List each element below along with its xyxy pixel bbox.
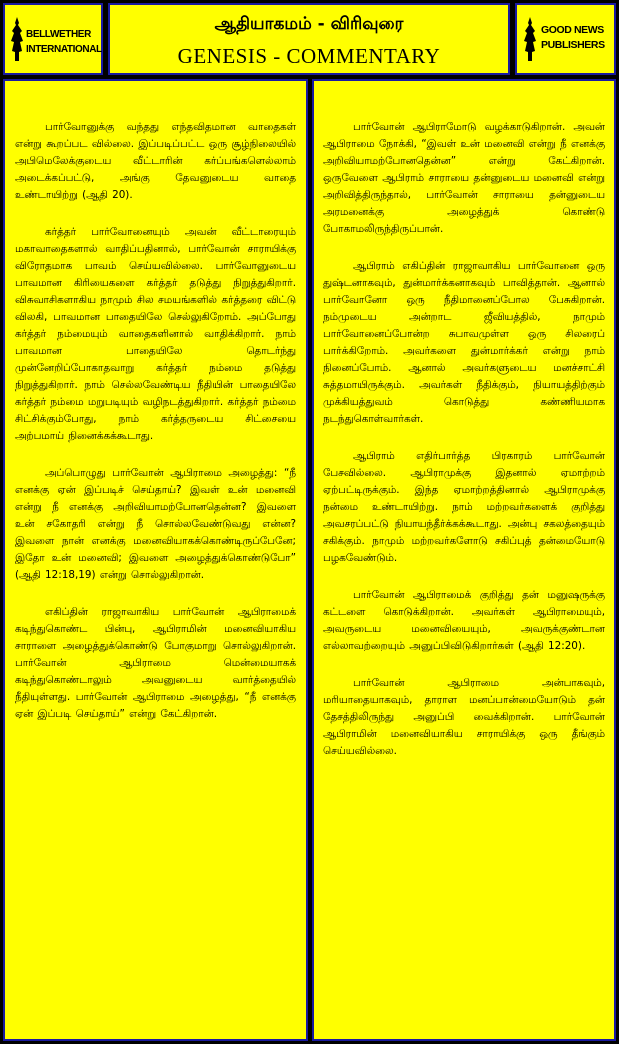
bellwether-logo: [3, 3, 103, 75]
left-logo-line1: BELLWETHER: [26, 29, 91, 40]
right-paragraph-1: பார்வோன் ஆபிராமோடு வழக்காடுகிறான். அவன் ஆபிராமை நோக்கி, “இவள் உன் மனைவி என்று நீ எனக்கு அறிவியாமற்போனதென்ன” என்று கேட்கிறான். ஒருவேளை ஆபிராம் சாராயை தன்னுடைய மனைவி என்று அறிவித்திருந்தால், பார்வோன் சாராயை தன்னுடைய அரமனைக்கு அழைத்துக் கொண்டு போகாமலிருந்திருப்பான்.: [323, 121, 605, 235]
right-column: [312, 79, 616, 1041]
left-paragraph-2: கர்த்தர் பார்வோனையும் அவன் வீட்டாரையும் மகாவாதைகளால் வாதிப்பதினால், பார்வோன் சாராயிக்கு விரோதமாக பாவம் செய்யவில்லை. பார்வோனுடைய பாவமான கிரியைகளை கர்த்தர் தடுத்து நிறுத்துகிறார். விசுவாசிகளாகிய நாமும் சில சமயங்களில் கர்த்தரை விட்டு விலகி, பாவமான பாதையிலே செல்லுகிறோம். அப்போது கர்த்தர் நம்மையும் வாதைகளினால் வாதிக்கிறார். நாம் பாவமான பாதையிலே தொடர்ந்து முன்னேறிப்போகாதவாறு கர்த்தர் நம்மை தடுத்து நிறுத்துகிறார். நாம் செல்லவேண்டிய நீதியின் பாதையிலே கர்த்தர் நம்மை மறுபடியும் வழிநடத்துகிறார். கர்த்தர் நம்மை சிட்சிக்கும்போது, நாம் கர்த்தருடைய சிட்சையை அற்பமாய் நினைக்கக்கூடாது.: [15, 226, 296, 442]
left-paragraph-4: எகிப்தின் ராஜாவாகிய பார்வோன் ஆபிராமைக் கடிந்துகொண்ட பின்பு, ஆபிராமின் மனைவியாகிய சாராளை அழைத்துக்கொண்டு போகுமாறு சொல்லுகிறான். பார்வோன் ஆபிராமை மென்மையாகக் கடிந்துகொண்டாலும் அவனுடைய வார்த்தையில் நீதியுள்ளது. பார்வோன் ஆபிராமை அழைத்து, “நீ எனக்கு ஏன் இப்படி செய்தாய்” என்று கேட்கிறான்.: [15, 606, 296, 720]
left-paragraph-1: பார்வோனுக்கு வந்தது எந்தவிதமான வாதைகள் என்று கூறப்பட வில்லை. இப்படிப்பட்ட ஒரு சூழ்நிலையில் அபிமெலேக்குடைய வீட்டாரின் கர்ப்பங்களெல்லாம் அடைக்கப்பட்டு, அங்கு தேவனுடைய வாதை உண்டாயிற்று (ஆதி 20).: [15, 121, 296, 201]
good-news-tree-icon: [523, 17, 537, 61]
right-paragraph-2: ஆபிராம் எகிப்தின் ராஜாவாகிய பார்வோனை ஒரு துஷ்டனாகவும், துன்மார்க்கனாகவும் பாவித்தான். ஆனால் பார்வோனோ ஒரு நீதிமானைப்போல பேசுகிறான். நம்முடைய அன்றாட ஜீவியத்தில், நாமும் பார்வோனைப்போன்ற சுபாவமுள்ள ஒரு சிலரைப் பார்க்கிறோம். அவர்களை துன்மார்க்கர் என்று நாம் நினைப்போம். ஆனால் அவர்களுடைய மனச்சாட்சி சுத்தமாயிருக்கும். அவர்கள் நீதிக்கும், நியாயத்திற்கும் முக்கியத்துவம் கொடுத்து கண்ணியமாக நடந்துகொள்வார்கள்.: [323, 260, 605, 425]
bellwether-sheep-icon: [10, 17, 24, 61]
good-news-logo: [515, 3, 616, 75]
title-tamil: ஆதியாகமம் - விரிவுரை: [214, 14, 404, 34]
left-column: [3, 79, 308, 1041]
right-logo-line2: PUBLISHERS: [541, 39, 605, 51]
title-english: GENESIS - COMMENTARY: [177, 44, 441, 68]
left-paragraph-3: அப்பொழுது பார்வோன் ஆபிராமை அழைத்து: “நீ எனக்கு ஏன் இப்படிச் செய்தாய்? இவள் உன் மனைவி என்று நீ எனக்கு அறிவியாமற்போனதென்ன? இவளை உன் சகோதரி என்று நீ சொல்லவேண்டுவது என்ன? இவளை நான் எனக்கு மனைவியாகக்கொண்டிருப்பேனே; இதோ உன் மனைவி; இவளை அழைத்துக்கொண்டுபோ” (ஆதி 12:18,19) என்று சொல்லுகிறான்.: [15, 467, 296, 581]
title-banner: [108, 3, 510, 75]
right-paragraph-3: ஆபிராம் எதிர்பார்த்த பிரகாரம் பார்வோன் பேசவில்லை. ஆபிராமுக்கு இதனால் ஏமாற்றம் ஏற்பட்டிருக்கும். இந்த ஏமாற்றத்தினால் ஆபிராமுக்கு நன்மை உண்டாயிற்று. நாம் மற்றவர்களைக் குறித்து அவசரப்பட்டு நியாயந்தீர்க்கக்கூடாது. அன்பு சகலத்தையும் சகிக்கும். நாமும் மற்றவர்களோடு சகிப்புத் தன்மையோடு பழகவேண்டும்.: [323, 450, 605, 564]
right-paragraph-4: பார்வோன் ஆபிராமைக் குறித்து தன் மனுஷருக்கு கட்டளை கொடுக்கிறான். அவர்கள் ஆபிராமையும், அவருடைய மனைவியையும், அவருக்குண்டான எல்லாவற்றையும் அனுப்பிவிடுகிறார்கள் (ஆதி 12:20).: [323, 589, 605, 652]
left-logo-line2: INTERNATIONAL: [26, 44, 102, 55]
right-logo-line1: GOOD NEWS: [541, 24, 604, 36]
right-paragraph-5: பார்வோன் ஆபிராமை அன்பாகவும், மரியாதையாகவும், தாராள மனப்பான்மையோடும் தன் தேசத்திலிருந்து அனுப்பி வைக்கிறான். பார்வோன் ஆபிராமின் மனைவியாகிய சாராயிக்கு ஒரு தீங்கும் செய்யவில்லை.: [323, 677, 605, 757]
